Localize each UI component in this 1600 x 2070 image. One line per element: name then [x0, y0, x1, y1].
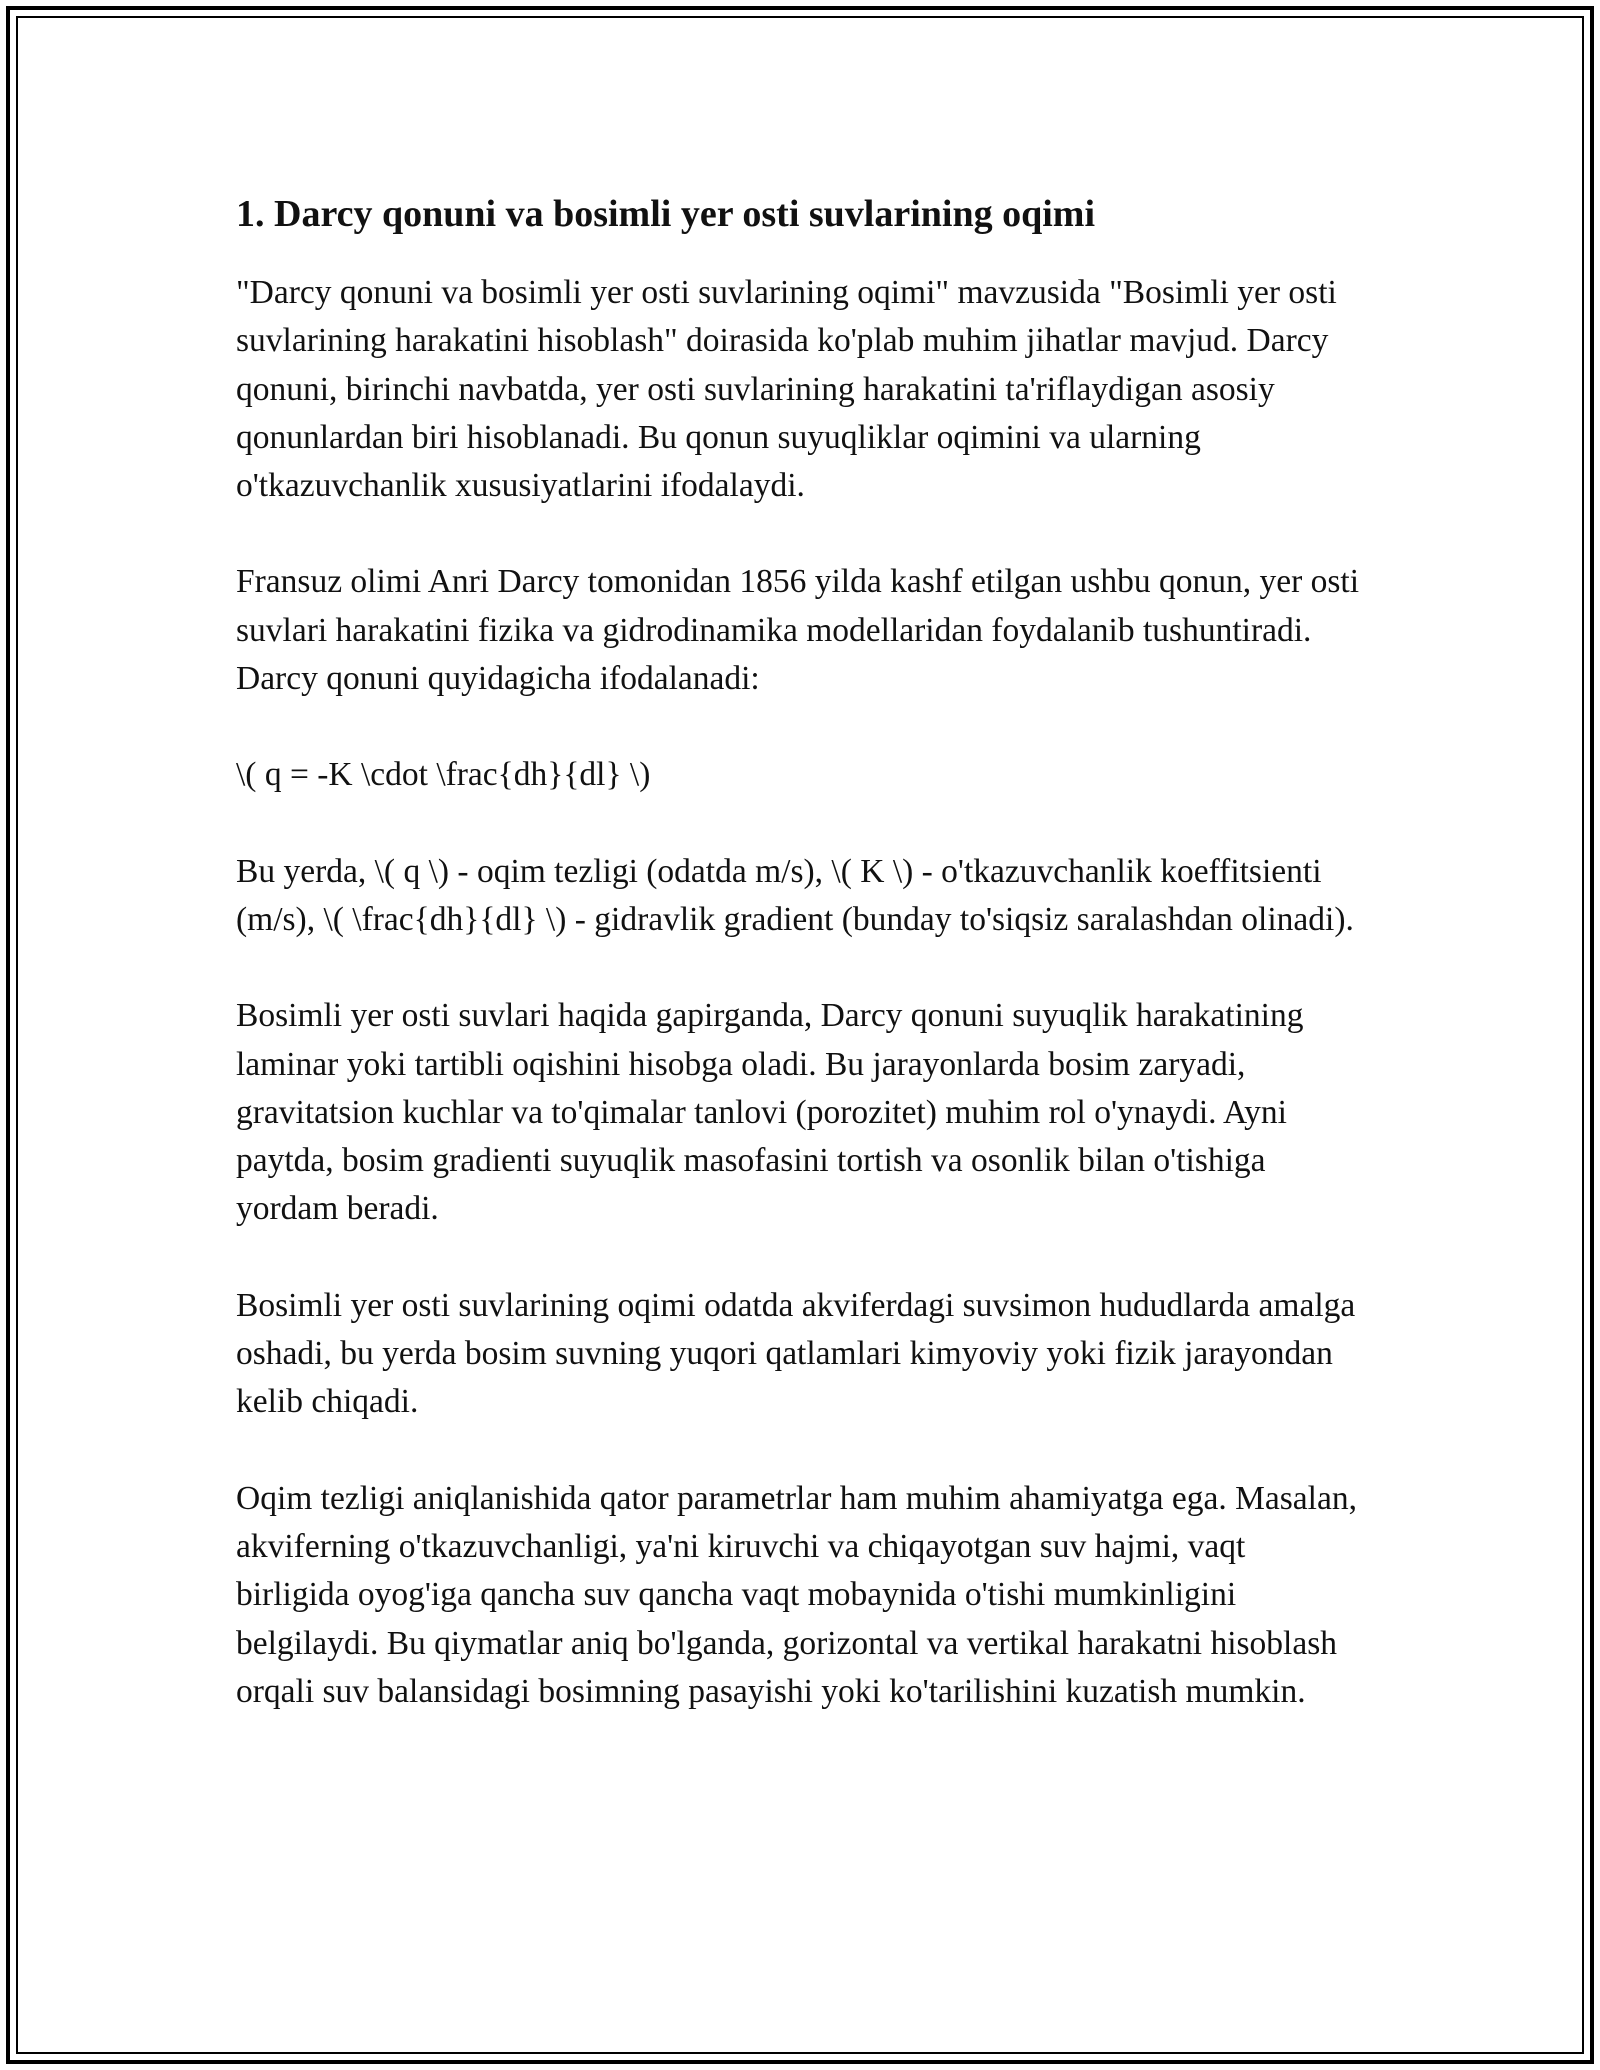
section-heading: 1. Darcy qonuni va bosimli yer osti suvlarining oqimi — [236, 193, 1096, 235]
paragraph-aquifer: Bosimli yer osti suvlarining oqimi odatda akviferdagi suvsimon hududlarda amalga oshadi, bu yerda bosim suvning yuqori qatlamlari kimyoviy yoki fizik jarayondan kelib chiqadi. — [236, 1286, 1356, 1421]
paragraph-pressure: Bosimli yer osti suvlari haqida gapirganda, Darcy qonuni suyuqlik harakatining laminar yoki tartibli oqishini hisobga oladi. Bu jarayonlarda bosim zaryadi, gravitatsion kuchlar va to'qimalar tanlovi (porozitet) muhim rol o'ynaydi. Ayni paytda, bosim gradienti suyuqlik masofasini tortish va osonlik bilan o'tishiga yordam beradi. — [236, 997, 1304, 1228]
paragraph-history: Fransuz olimi Anri Darcy tomonidan 1856 yilda kashf etilgan ushbu qonun, yer osti suvlari harakatini fizika va gidrodinamika modellaridan foydalanib tushuntiradi. Darcy qonuni quyidagicha ifodalanadi: — [236, 563, 1360, 698]
paragraph-intro: "Darcy qonuni va bosimli yer osti suvlarining oqimi" mavzusida "Bosimli yer osti suvlarining harakatini hisoblash" doirasida ko'plab muhim jihatlar mavjud. Darcy qonuni, birinchi navbatda, yer osti suvlarining harakatini ta'riflaydigan asosiy qonunlardan biri hisoblanadi. Bu qonun suyuqliklar oqimini va ularning o'tkazuvchanlik xususiyatlarini ifodalaydi. — [236, 274, 1337, 505]
formula-line: \( q = -K \cdot \frac{dh}{dl} \) — [236, 756, 651, 794]
paragraph-parameters: Oqim tezligi aniqlanishida qator parametrlar ham muhim ahamiyatga ega. Masalan, akviferning o'tkazuvchanligi, ya'ni kiruvchi va chiqayotgan suv hajmi, vaqt birligida oyog'iga qancha suv qancha vaqt mobaynida o'tishi mumkinligini belgilaydi. Bu qiymatlar aniq bo'lganda, gorizontal va vertikal harakatni hisoblash orqali suv balansidagi bosimning pasayishi yoki ko'tarilishini kuzatish mumkin. — [236, 1479, 1357, 1710]
paragraph-variables: Bu yerda, \( q \) - oqim tezligi (odatda m/s), \( K \) - o'tkazuvchanlik koeffitsienti (m/s), \( \frac{dh}{dl} \) - gidravlik gradient (bunday to'siqsiz saralashdan olinadi). — [236, 852, 1354, 938]
document-body — [236, 185, 1366, 1764]
